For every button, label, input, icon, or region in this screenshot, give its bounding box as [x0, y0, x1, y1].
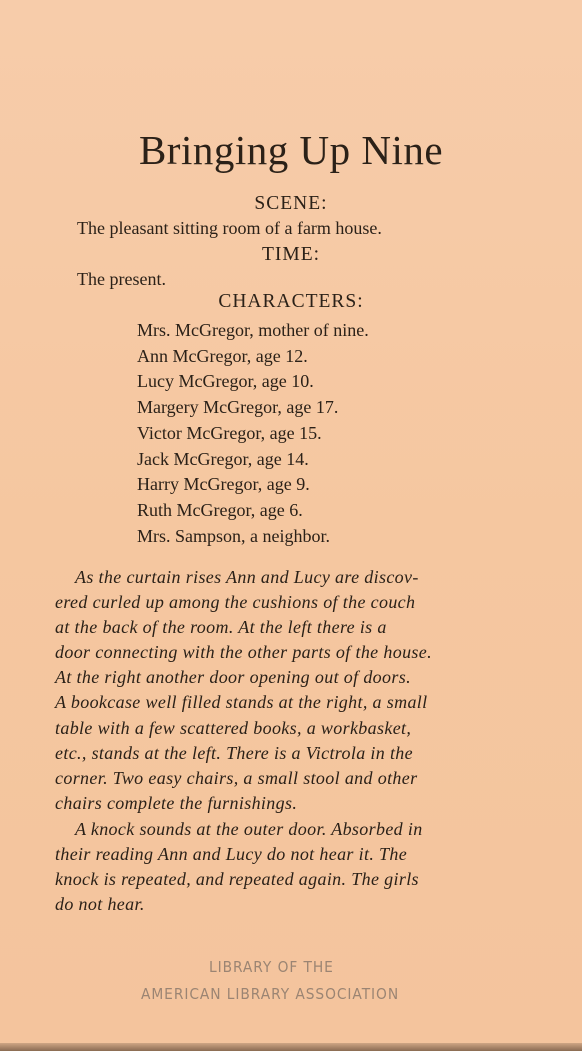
paragraph-line: door connecting with the other parts of the house. — [55, 642, 432, 663]
character-item: Lucy McGregor, age 10. — [137, 371, 314, 392]
stamp-line-2: AMERICAN LIBRARY ASSOCIATION — [141, 985, 400, 1003]
paragraph-line: knock is repeated, and repeated again. The girls — [55, 869, 419, 890]
stamp-line-1: LIBRARY OF THE — [209, 958, 334, 976]
time-text: The present. — [77, 269, 166, 289]
paragraph-line: As the curtain rises Ann and Lucy are discov- — [75, 567, 419, 587]
character-item: Ann McGregor, age 12. — [137, 345, 308, 366]
time-heading: TIME: — [261, 244, 321, 265]
character-item: Margery McGregor, age 17. — [137, 397, 339, 418]
paragraph-line: A knock sounds at the outer door. Absorbed in — [75, 819, 423, 839]
character-list — [137, 318, 369, 549]
paragraph-line: at the back of the room. At the left there is a — [55, 617, 387, 638]
paragraph-line: corner. Two easy chairs, a small stool and other — [55, 767, 418, 788]
paragraph-line: At the right another door opening out of doors. — [55, 667, 411, 688]
character-item: Mrs. McGregor, mother of nine. — [137, 320, 369, 340]
character-item: Victor McGregor, age 15. — [137, 422, 322, 443]
characters-heading: CHARACTERS: — [218, 291, 364, 312]
page-bottom-edge — [0, 1043, 582, 1051]
scene-heading: SCENE: — [254, 193, 328, 214]
paragraph-line: table with a few scattered books, a workbasket, — [55, 717, 412, 738]
character-item: Jack McGregor, age 14. — [137, 448, 309, 469]
scene-text: The pleasant sitting room of a farm house. — [77, 218, 382, 238]
play-title: Bringing Up Nine — [138, 127, 444, 173]
character-item: Mrs. Sampson, a neighbor. — [137, 525, 330, 546]
stage-directions-paragraph-1 — [55, 565, 505, 816]
paragraph-line: chairs complete the furnishings. — [55, 792, 298, 813]
character-item: Harry McGregor, age 9. — [137, 474, 310, 495]
paragraph-line: etc., stands at the left. There is a Victrola in the — [55, 742, 413, 763]
character-item: Ruth McGregor, age 6. — [137, 499, 303, 520]
paragraph-line: ered curled up among the cushions of the couch — [55, 592, 416, 613]
paragraph-line: A bookcase well filled stands at the right, a small — [55, 692, 428, 713]
paragraph-line: do not hear. — [55, 894, 145, 915]
paragraph-line: their reading Ann and Lucy do not hear it. The — [55, 844, 408, 865]
stage-directions-paragraph-2 — [55, 817, 505, 917]
